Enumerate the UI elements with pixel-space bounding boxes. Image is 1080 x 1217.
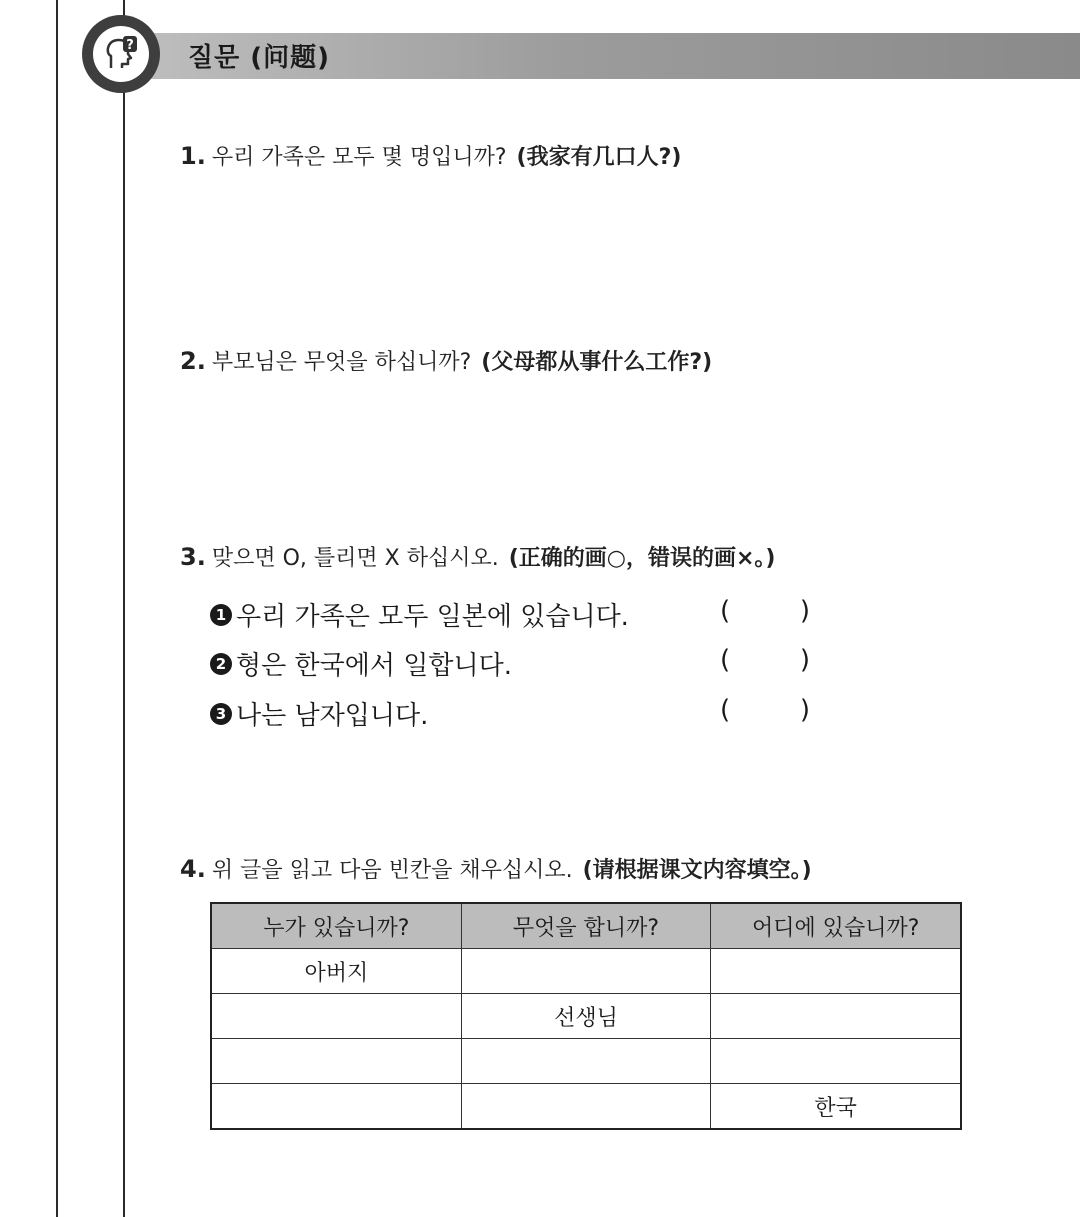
table-cell: 한국 bbox=[711, 1084, 961, 1130]
question-head-icon bbox=[101, 34, 141, 74]
table-cell-blank[interactable] bbox=[711, 994, 961, 1039]
question-4 bbox=[180, 853, 812, 884]
table-cell-blank[interactable] bbox=[711, 949, 961, 994]
question-text: 위 글을 읽고 다음 빈칸을 채우십시오. bbox=[211, 858, 573, 883]
column-header-where: 어디에 있습니까? bbox=[711, 903, 961, 949]
column-header-who: 누가 있습니까? bbox=[211, 903, 461, 949]
table-cell-blank[interactable] bbox=[211, 994, 461, 1039]
table-row bbox=[211, 994, 961, 1039]
question-translation: (我家有几口人?) bbox=[516, 145, 682, 170]
tf-item-1 bbox=[210, 596, 629, 633]
table-row bbox=[211, 1039, 961, 1084]
table-header-row bbox=[211, 903, 961, 949]
question-number: 2. bbox=[180, 347, 206, 375]
question-text: 부모님은 무엇을 하십니까? bbox=[211, 350, 472, 375]
question-badge bbox=[82, 15, 160, 93]
number-marker: 2 bbox=[210, 653, 232, 675]
tf-answer-box-3[interactable]: ( ) bbox=[720, 695, 810, 725]
question-2 bbox=[180, 345, 712, 376]
table-cell: 선생님 bbox=[461, 994, 711, 1039]
inner-margin-rule bbox=[123, 0, 125, 1217]
tf-statement: 형은 한국에서 일합니다. bbox=[236, 651, 512, 681]
tf-answer-box-1[interactable]: ( ) bbox=[720, 596, 810, 626]
table-row bbox=[211, 1084, 961, 1130]
column-header-what: 무엇을 합니까? bbox=[461, 903, 711, 949]
question-translation: (正确的画○，错误的画×。) bbox=[508, 546, 776, 571]
svg-text:?: ? bbox=[126, 38, 134, 53]
section-title: 질문 (问题) bbox=[188, 43, 331, 73]
table-cell-blank[interactable] bbox=[461, 1039, 711, 1084]
table-cell: 아버지 bbox=[211, 949, 461, 994]
tf-item-3 bbox=[210, 695, 428, 732]
table-row bbox=[211, 949, 961, 994]
question-number: 3. bbox=[180, 543, 206, 571]
number-marker: 1 bbox=[210, 604, 232, 626]
table-cell-blank[interactable] bbox=[211, 1039, 461, 1084]
tf-statement: 나는 남자입니다. bbox=[236, 701, 429, 731]
table-cell-blank[interactable] bbox=[711, 1039, 961, 1084]
table-cell-blank[interactable] bbox=[211, 1084, 461, 1130]
tf-item-2 bbox=[210, 645, 512, 682]
question-3 bbox=[180, 541, 775, 572]
question-translation: (父母都从事什么工作?) bbox=[481, 350, 713, 375]
question-number: 4. bbox=[180, 855, 206, 883]
question-text: 우리 가족은 모두 몇 명입니까? bbox=[211, 145, 507, 170]
number-marker: 3 bbox=[210, 703, 232, 725]
left-margin-rule bbox=[56, 0, 58, 1217]
fill-in-table bbox=[210, 902, 962, 1130]
question-text: 맞으면 O, 틀리면 X 하십시오. bbox=[211, 546, 499, 571]
tf-answer-box-2[interactable]: ( ) bbox=[720, 645, 810, 675]
question-number: 1. bbox=[180, 142, 206, 170]
question-translation: (请根据课文内容填空。) bbox=[582, 858, 812, 883]
table-cell-blank[interactable] bbox=[461, 949, 711, 994]
table-cell-blank[interactable] bbox=[461, 1084, 711, 1130]
tf-statement: 우리 가족은 모두 일본에 있습니다. bbox=[236, 602, 629, 632]
question-1 bbox=[180, 140, 681, 171]
